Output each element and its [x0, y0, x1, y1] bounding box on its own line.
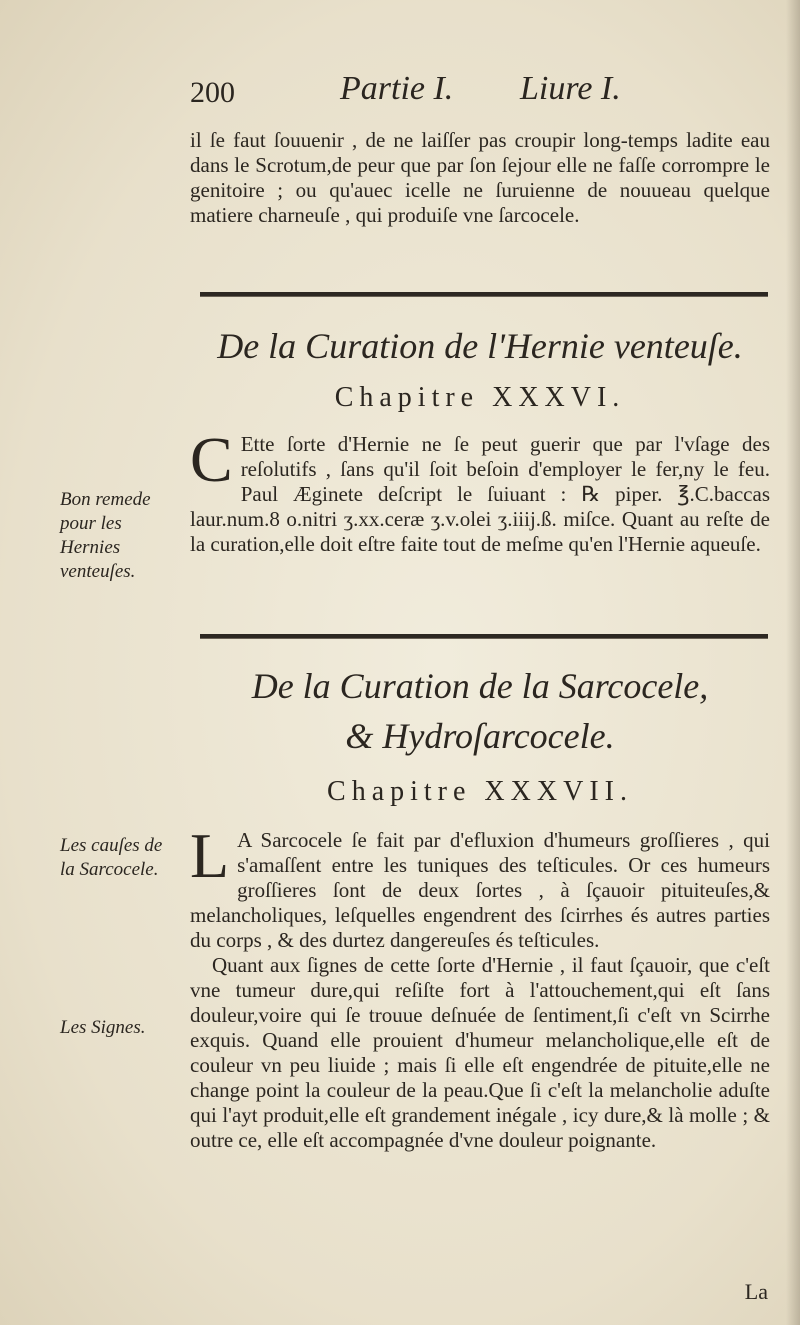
section2-para1-text: A Sarcocele ſe fait par d'efluxion d'humeurs groſſieres , qui s'amaſſent entre les tuniques des teſticules. Or ces humeurs groſſieres ſont de deux ſortes , à ſçauoir pituiteuſes,& melancholiques, leſquelles engendrent des ſcirrhes és autres parties du corps , & des durtez dangereuſes és teſticules. — [190, 828, 770, 952]
page-number: 200 — [190, 76, 235, 109]
header-part: Partie I. — [340, 70, 454, 107]
section1-body — [190, 424, 770, 557]
intro-paragraph: il ſe faut ſouuenir , de ne laiſſer pas croupir long-temps ladite eau dans le Scrotum,de peur que par ſon ſejour elle ne faſſe corrompre le genitoire ; ou qu'auec icelle ne ſuruienne de nouueau quelque matiere charneuſe , qui produiſe vne ſarcocele. — [190, 128, 770, 227]
section1-title: De la Curation de l'Hernie venteuſe. — [217, 326, 743, 366]
marginal-note-remede: Bon remede pour les Hernies venteuſes. — [60, 489, 151, 582]
section2-para2: Quant aux ſignes de cette ſorte d'Hernie , il faut ſçauoir, que c'eſt vne tumeur dure,qui reſiſte fort à l'attouchement,qui eſt ſans douleur,voire qui ſe trouue deſnuée de ſentiment,ſi c'eſt vn Scirrhe exquis. Quand elle prouient d'humeur melancholique,elle eſt de couleur vn peu liuide ; mais ſi elle eſt engendrée de pituite,elle ne change point la couleur de la peau.Que ſi c'eſt la melancholie aduſte qui l'ayt produit,elle eſt grandement inégale , icy dure,& là molle ; & outre ce, elle eſt accompagnée d'vne douleur poignante. — [190, 953, 770, 1152]
section-divider-2 — [200, 634, 768, 639]
section-divider-1 — [200, 292, 768, 297]
catchword: La — [744, 1279, 768, 1304]
section1-dropcap: C — [190, 424, 233, 495]
header-livre: Liure I. — [520, 70, 621, 107]
section2-body-block — [190, 820, 770, 1153]
marginal-note-causes: Les cauſes de la Sarcocele. — [60, 835, 163, 880]
intro-paragraph-block — [190, 128, 770, 228]
page-edge-shadow — [786, 0, 800, 1325]
section1-text: Ette ſorte d'Hernie ne ſe peut guerir que par l'vſage des reſolutifs , ſans qu'il ſoit beſoin d'employer le fer,ny le feu. Paul Æginete deſcript le ſuiuant : ℞ piper. ℥.C.baccas laur.num.8 o.nitri ʒ.xx.ceræ ʒ.v.olei ʒ.iiij.ß. miſce. Quant au reſte de la curation,elle doit eſtre faite tout de meſme qu'en l'Hernie aqueuſe. — [190, 432, 770, 556]
marginal-note-signes: Les Signes. — [60, 1017, 146, 1038]
section1-chapter-heading: Chapitre XXXVI. — [334, 382, 626, 413]
section1-body-block — [190, 424, 770, 557]
section2-para1 — [190, 820, 770, 953]
section2-dropcap: L — [190, 820, 230, 891]
section2-title-line2: & Hydroſarcocele. — [345, 716, 615, 756]
section2-chapter-heading: Chapitre XXXVII. — [327, 776, 633, 807]
section2-title-line1: De la Curation de la Sarcocele, — [251, 666, 709, 706]
running-header — [190, 70, 750, 120]
